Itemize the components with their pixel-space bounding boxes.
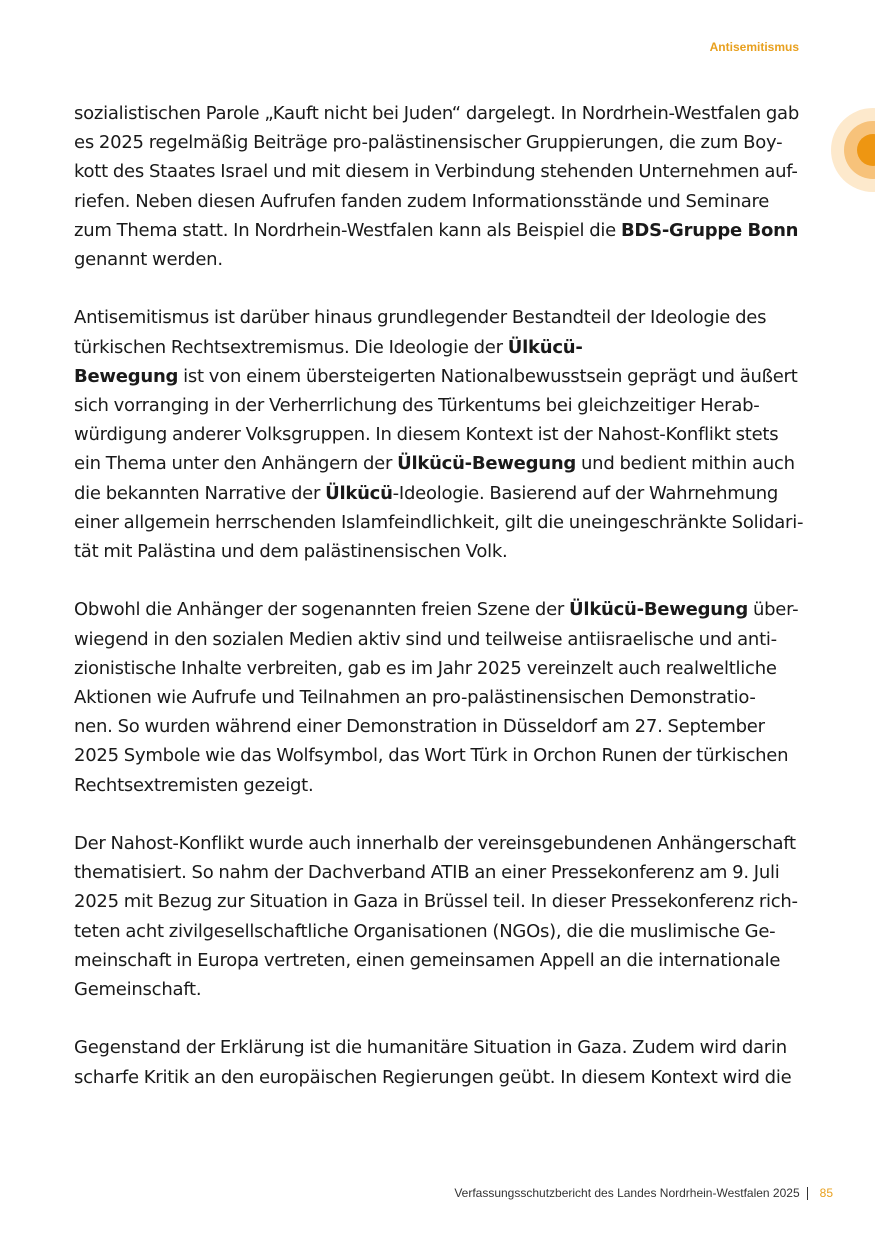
- text-run: tät mit Palästina und dem palästinensischen Volk.: [74, 541, 508, 563]
- text-run: über-: [748, 599, 799, 621]
- text-line: [74, 537, 804, 566]
- text-line: [74, 858, 804, 887]
- text-run: sozialistischen Parole „Kauft nicht bei Juden“ dargelegt. In Nordrhein-Westfalen gab: [74, 103, 799, 124]
- paragraph-gap: [74, 274, 804, 303]
- bold-term: BDS-Gruppe Bonn: [620, 219, 799, 241]
- paragraph: [74, 829, 804, 1004]
- text-line: [74, 654, 804, 683]
- bold-term: Ülkücü-: [507, 336, 583, 358]
- footer-publication: Verfassungsschutzbericht des Landes Nordrhein-Westfalen 2025: [454, 1186, 800, 1200]
- text-line: [74, 420, 804, 449]
- page-number: 85: [819, 1186, 833, 1200]
- text-run: 2025 mit Bezug zur Situation in Gaza in Brüssel teil. In dieser Pressekonferenz rich-: [74, 891, 798, 913]
- text-line: [74, 771, 804, 800]
- text-line: [74, 975, 804, 1004]
- text-line: [74, 216, 804, 245]
- text-run: teten acht zivilgesellschaftliche Organisationen (NGOs), die die muslimische Ge-: [74, 920, 776, 942]
- text-line: [74, 946, 804, 975]
- section-label: Antisemitismus: [709, 40, 799, 54]
- paragraph: [74, 1033, 804, 1091]
- text-run: und bedient mithin auch: [576, 453, 795, 475]
- text-run: sich vorranging in der Verherrlichung des Türkentums bei gleichzeitiger Herab-: [74, 395, 760, 417]
- text-run: thematisiert. So nahm der Dachverband ATIB an einer Pressekonferenz am 9. Juli: [74, 862, 780, 884]
- text-run: nen. So wurden während einer Demonstration in Düsseldorf am 27. September: [74, 716, 765, 738]
- page-footer: [454, 1186, 833, 1200]
- text-run: die bekannten Narrative der: [74, 482, 326, 504]
- text-run: Gegenstand der Erklärung ist die humanitäre Situation in Gaza. Zudem wird darin: [74, 1037, 787, 1059]
- paragraph: [74, 99, 804, 274]
- bold-term: Ülkücü-Bewegung: [569, 599, 748, 621]
- paragraph-gap: [74, 800, 804, 829]
- text-line: [74, 99, 804, 128]
- bold-term: Ülkücü: [325, 482, 393, 504]
- text-line: [74, 887, 804, 916]
- text-run: würdigung anderer Volksgruppen. In diesem Kontext ist der Nahost-Konflikt stets: [74, 424, 779, 446]
- text-line: [74, 508, 804, 537]
- text-line: [74, 362, 804, 391]
- text-run: genannt werden.: [74, 249, 223, 271]
- text-run: Rechtsextremisten gezeigt.: [74, 774, 314, 796]
- text-line: [74, 245, 804, 274]
- text-line: [74, 917, 804, 946]
- text-run: Antisemitismus ist darüber hinaus grundlegender Bestandteil der Ideologie des: [74, 307, 767, 329]
- text-line: [74, 333, 804, 362]
- text-run: ist von einem übersteigerten Nationalbewusstsein geprägt und äußert: [178, 365, 798, 387]
- text-line: [74, 391, 804, 420]
- text-line: [74, 1033, 804, 1062]
- paragraph-gap: [74, 566, 804, 595]
- text-run: riefen. Neben diesen Aufrufen fanden zudem Informationsstände und Seminare: [74, 190, 770, 212]
- text-run: kott des Staates Israel und mit diesem in Verbindung stehenden Unternehmen auf-: [74, 161, 798, 183]
- text-run: einer allgemein herrschenden Islamfeindlichkeit, gilt die uneingeschränkte Solidari-: [74, 511, 804, 533]
- bold-term: Bewegung: [74, 365, 179, 387]
- text-run: scharfe Kritik an den europäischen Regierungen geübt. In diesem Kontext wird die: [74, 1066, 792, 1088]
- text-line: [74, 157, 804, 186]
- text-line: [74, 479, 804, 508]
- paragraph: [74, 303, 804, 566]
- text-run: meinschaft in Europa vertreten, einen gemeinsamen Appell an die internationale: [74, 949, 781, 971]
- text-run: wiegend in den sozialen Medien aktiv sind und teilweise antiisraelische und anti-: [74, 628, 777, 650]
- text-line: [74, 187, 804, 216]
- paragraph-gap: [74, 1004, 804, 1033]
- paragraph: [74, 595, 804, 799]
- text-run: Gemeinschaft.: [74, 979, 202, 1001]
- text-run: Der Nahost-Konflikt wurde auch innerhalb der vereinsgebundenen Anhängerschaft: [74, 833, 796, 855]
- text-line: [74, 741, 804, 770]
- text-line: [74, 683, 804, 712]
- text-line: [74, 625, 804, 654]
- text-line: [74, 829, 804, 858]
- text-run: zum Thema statt. In Nordrhein-Westfalen kann als Beispiel die: [74, 219, 621, 241]
- text-run: -Ideologie. Basierend auf der Wahrnehmung: [392, 482, 779, 504]
- text-run: ein Thema unter den Anhängern der: [74, 453, 398, 475]
- body-text: [74, 99, 804, 1092]
- text-line: [74, 712, 804, 741]
- text-run: Obwohl die Anhänger der sogenannten freien Szene der: [74, 599, 570, 621]
- text-line: [74, 1063, 804, 1092]
- text-line: [74, 128, 804, 157]
- text-line: [74, 595, 804, 624]
- text-run: es 2025 regelmäßig Beiträge pro-palästinensischer Gruppierungen, die zum Boy-: [74, 132, 783, 154]
- text-run: Aktionen wie Aufrufe und Teilnahmen an pro-palästinensischen Demonstratio-: [74, 687, 756, 709]
- footer-divider: [807, 1187, 808, 1200]
- text-line: [74, 449, 804, 478]
- text-run: zionistische Inhalte verbreiten, gab es im Jahr 2025 vereinzelt auch realweltliche: [74, 657, 777, 679]
- text-run: türkischen Rechtsextremismus. Die Ideologie der: [74, 336, 508, 358]
- text-line: [74, 303, 804, 332]
- text-run: 2025 Symbole wie das Wolfsymbol, das Wort Türk in Orchon Runen der türkischen: [74, 745, 789, 767]
- bold-term: Ülkücü-Bewegung: [397, 453, 577, 475]
